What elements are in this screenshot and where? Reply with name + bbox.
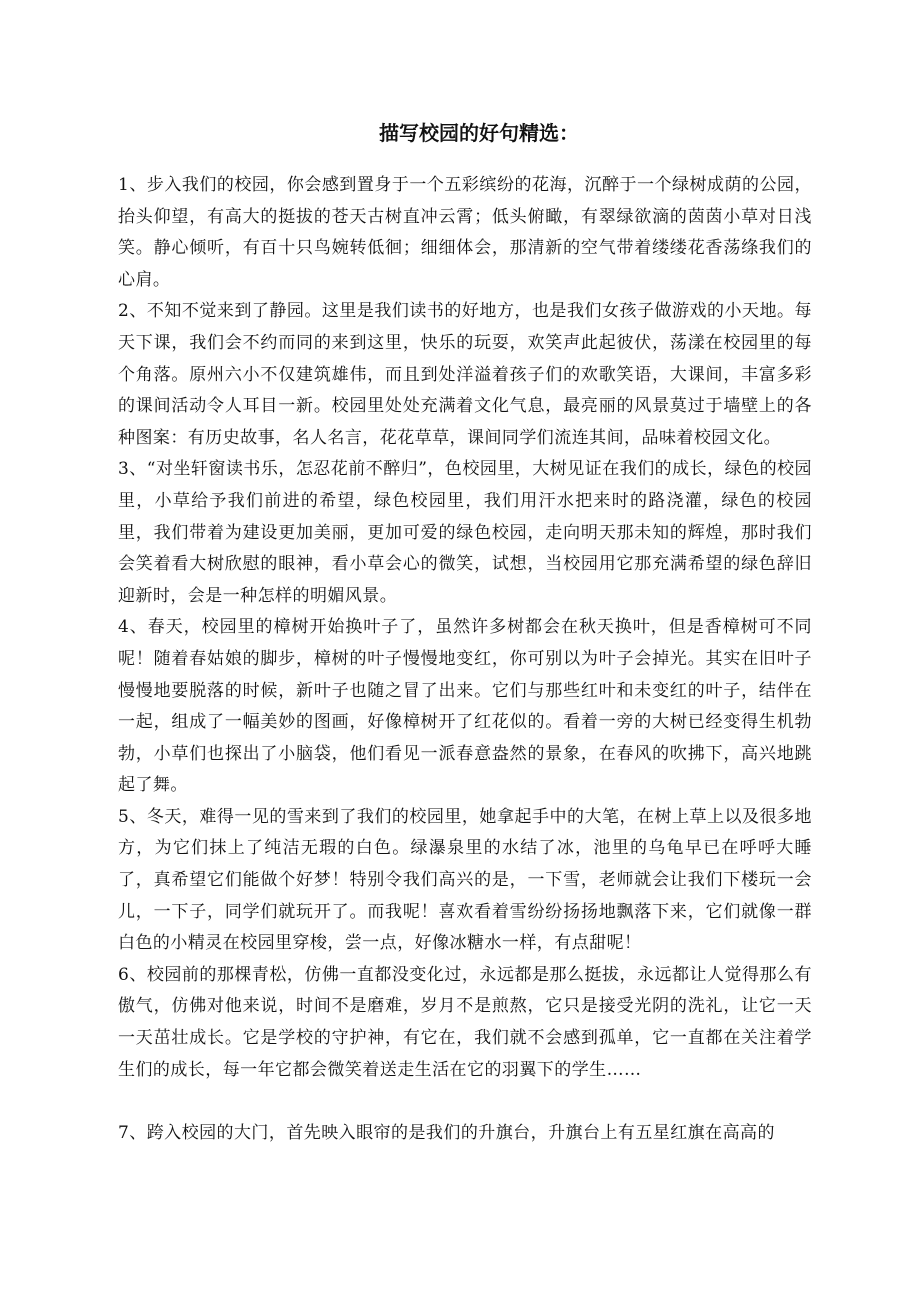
paragraph-5: 5、冬天，难得一见的雪来到了我们的校园里，她拿起手中的大笔，在树上草上以及很多地方，为它们抹上了纯洁无瑕的白色。绿瀑泉里的水结了冰，池里的乌龟早已在呼呼大睡了，真希望它们能做个好梦！特别令我们高兴的是，一下雪，老师就会让我们下楼玩一会儿，一下子，同学们就玩开了。而我呢！喜欢看着雪纷纷扬扬地飘落下来，它们就像一群白色的小精灵在校园里穿梭，尝一点，好像冰糖水一样，有点甜呢！ bbox=[118, 806, 812, 954]
paragraph-1: 1、步入我们的校园，你会感到置身于一个五彩缤纷的花海，沉醉于一个绿树成荫的公园，抬头仰望，有高大的挺拔的苍天古树直冲云霄；低头俯瞰，有翠绿欲滴的茵茵小草对日浅笑。静心倾听，有百十只鸟婉转低徊；细细体会，那清新的空气带着缕缕花香荡绦我们的心肩。 bbox=[118, 175, 812, 290]
document-title: 描写校园的好句精选： bbox=[379, 121, 579, 145]
paragraph-4: 4、春天，校园里的樟树开始换叶子了，虽然许多树都会在秋天换叶，但是香樟树可不同呢！随着春姑娘的脚步，樟树的叶子慢慢地变红，你可别以为叶子会掉光。其实在旧叶子慢慢地要脱落的时候，新叶子也随之冒了出来。它们与那些红叶和未变红的叶子，结伴在一起，组成了一幅美妙的图画，好像樟树开了红花似的。看着一旁的大树已经变得生机勃勃，小草们也探出了小脑袋，他们看见一派春意盎然的景象，在春风的吹拂下，高兴地跳起了舞。 bbox=[118, 617, 812, 796]
paragraph-2: 2、不知不觉来到了静园。这里是我们读书的好地方，也是我们女孩子做游戏的小天地。每天下课，我们会不约而同的来到这里，快乐的玩耍，欢笑声此起彼伏，荡漾在校园里的每个角落。原州六小不仅建筑雄伟，而且到处洋溢着孩子们的欢歌笑语，大课间，丰富多彩的课间活动令人耳目一新。校园里处处充满着文化气息，最亮丽的风景莫过于墙壁上的各种图案：有历史故事，名人名言，花花草草，课间同学们流连其间，品味着校园文化。 bbox=[118, 301, 812, 448]
paragraph-3: 3、“对坐轩窗读书乐，怎忍花前不醉归”，色校园里，大树见证在我们的成长，绿色的校园里，小草给予我们前进的希望，绿色校园里，我们用汗水把来时的路浇灌，绿色的校园里，我们带着为建设更加美丽，更加可爱的绿色校园，走向明天那未知的辉煌，那时我们会笑着看大树欣慰的眼神，看小草会心的微笑，试想，当校园用它那充满希望的绿色辞旧迎新时，会是一种怎样的明媚风景。 bbox=[118, 459, 812, 606]
document-page bbox=[118, 118, 812, 1150]
paragraph-spacer bbox=[118, 1086, 812, 1118]
paragraph-7: 7、跨入校园的大门，首先映入眼帘的是我们的升旗台，升旗台上有五星红旗在高高的 bbox=[118, 1123, 775, 1144]
paragraph-6: 6、校园前的那棵青松，仿佛一直都没变化过，永远都是那么挺拔，永远都让人觉得那么有傲气，仿佛对他来说，时间不是磨难，岁月不是煎熬，它只是接受光阴的洗礼，让它一天一天茁壮成长。它是学校的守护神，有它在，我们就不会感到孤单，它一直都在关注着学生们的成长，每一年它都会微笑着送走生活在它的羽翼下的学生…… bbox=[118, 964, 812, 1080]
